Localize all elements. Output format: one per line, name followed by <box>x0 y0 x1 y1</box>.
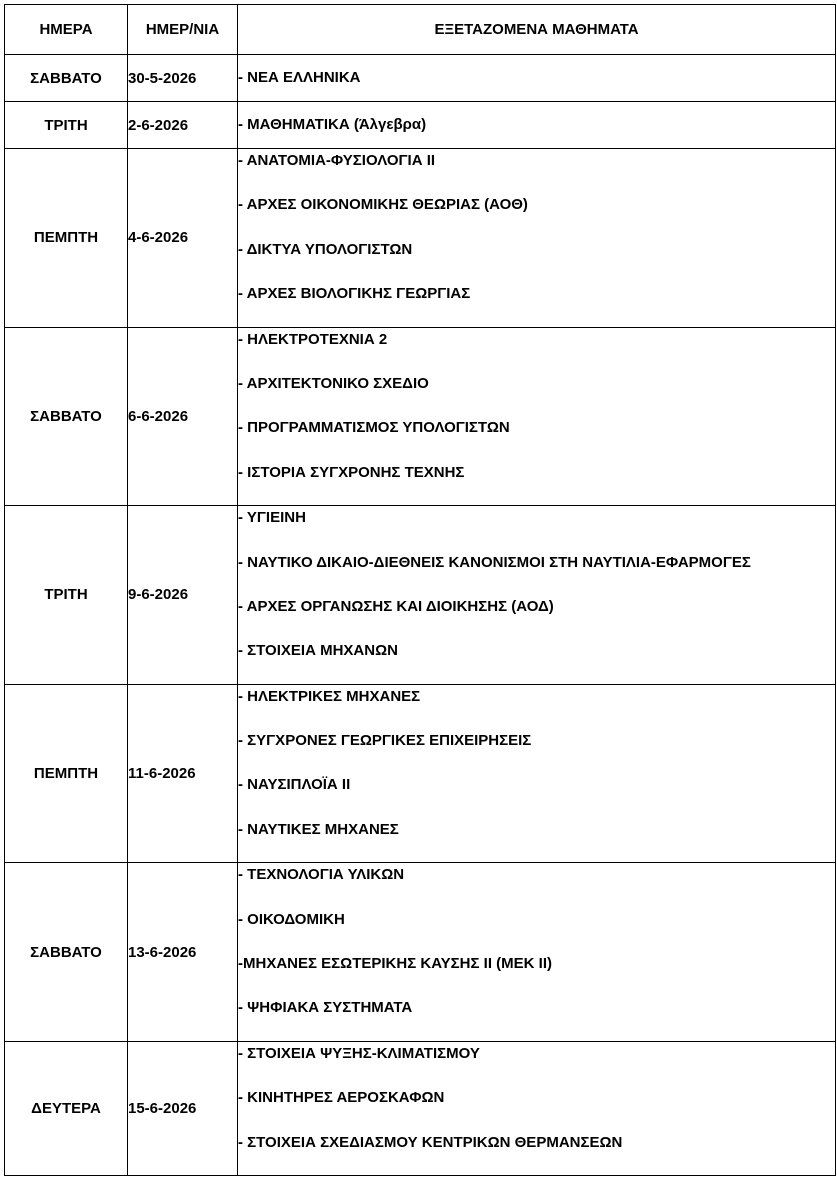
row-subjects <box>238 327 836 506</box>
row-date: 30-5-2026 <box>128 55 238 102</box>
subject-item: - ΑΡΧΕΣ ΒΙΟΛΟΓΙΚΗΣ ΓΕΩΡΓΙΑΣ <box>238 285 471 303</box>
row-subjects <box>238 1041 836 1175</box>
table-row <box>5 55 836 102</box>
subject-item: - ΑΡΧΕΣ ΟΡΓΑΝΩΣΗΣ ΚΑΙ ΔΙΟΙΚΗΣΗΣ (ΑΟΔ) <box>238 597 554 615</box>
subject-item: - ΟΙΚΟΔΟΜΙΚΗ <box>238 910 345 928</box>
subject-item: - ΣΤΟΙΧΕΙΑ ΨΥΞΗΣ-ΚΛΙΜΑΤΙΣΜΟΥ <box>238 1044 480 1062</box>
row-subjects <box>238 102 836 149</box>
row-day: ΣΑΒΒΑΤΟ <box>5 55 128 102</box>
row-day: ΔΕΥΤΕΡΑ <box>5 1041 128 1175</box>
subject-item: -ΜΗΧΑΝΕΣ ΕΣΩΤΕΡΙΚΗΣ ΚΑΥΣΗΣ ΙΙ (ΜΕΚ ΙΙ) <box>238 955 553 973</box>
row-day: ΤΡΙΤΗ <box>5 506 128 685</box>
subject-item: - ΤΕΧΝΟΛΟΓΙΑ ΥΛΙΚΩΝ <box>238 866 405 884</box>
subject-item: - ΑΝΑΤΟΜΙΑ-ΦΥΣΙΟΛΟΓΙΑ ΙΙ <box>238 152 436 169</box>
subject-item: - ΝΑΥΤΙΚΕΣ ΜΗΧΑΝΕΣ <box>238 820 399 838</box>
table-row <box>5 327 836 506</box>
subject-item: - ΔΙΚΤΥΑ ΥΠΟΛΟΓΙΣΤΩΝ <box>238 240 413 258</box>
table-row <box>5 684 836 863</box>
row-date: 6-6-2026 <box>128 327 238 506</box>
row-date: 15-6-2026 <box>128 1041 238 1175</box>
row-subjects <box>238 684 836 863</box>
subject-item: - ΣΤΟΙΧΕΙΑ ΣΧΕΔΙΑΣΜΟΥ ΚΕΝΤΡΙΚΩΝ ΘΕΡΜΑΝΣΕΩΝ <box>238 1133 623 1151</box>
subject-item: - ΗΛΕΚΤΡΙΚΕΣ ΜΗΧΑΝΕΣ <box>238 687 421 705</box>
row-date: 9-6-2026 <box>128 506 238 685</box>
subject-item: - ΜΑΘΗΜΑΤΙΚΑ (Άλγεβρα) <box>238 116 427 133</box>
header-row <box>5 5 836 55</box>
row-subjects <box>238 55 836 102</box>
header-day: ΗΜΕΡΑ <box>5 5 128 55</box>
row-day: ΤΡΙΤΗ <box>5 102 128 149</box>
table-row <box>5 102 836 149</box>
header-date: ΗΜΕΡ/ΝΙΑ <box>128 5 238 55</box>
subject-item: - ΣΤΟΙΧΕΙΑ ΜΗΧΑΝΩΝ <box>238 642 398 660</box>
table-row <box>5 863 836 1042</box>
subject-item: - ΥΓΙΕΙΝΗ <box>238 509 306 527</box>
row-subjects <box>238 863 836 1042</box>
table-row <box>5 1041 836 1175</box>
subject-item: - ΝΑΥΤΙΚΟ ΔΙΚΑΙΟ-ΔΙΕΘΝΕΙΣ ΚΑΝΟΝΙΣΜΟΙ ΣΤΗ ΝΑΥΤΙΛΙΑ-ΕΦΑΡΜΟΓΕΣ <box>238 553 751 571</box>
subject-item: - ΚΙΝΗΤΗΡΕΣ ΑΕΡΟΣΚΑΦΩΝ <box>238 1089 445 1107</box>
table-row <box>5 506 836 685</box>
header-subjects: ΕΞΕΤΑΖΟΜΕΝΑ ΜΑΘΗΜΑΤΑ <box>238 5 836 55</box>
row-date: 13-6-2026 <box>128 863 238 1042</box>
row-day: ΣΑΒΒΑΤΟ <box>5 327 128 506</box>
subject-item: - ΗΛΕΚΤΡΟΤΕΧΝΙΑ 2 <box>238 330 388 348</box>
exam-schedule-table <box>4 4 836 1176</box>
subject-item: - ΝΑΥΣΙΠΛΟΪΑ ΙΙ <box>238 776 351 794</box>
subject-item: - ΙΣΤΟΡΙΑ ΣΥΓΧΡΟΝΗΣ ΤΕΧΝΗΣ <box>238 463 465 481</box>
row-subjects <box>238 149 836 328</box>
subject-item: - ΑΡΧΙΤΕΚΤΟΝΙΚΟ ΣΧΕΔΙΟ <box>238 374 429 392</box>
row-day: ΣΑΒΒΑΤΟ <box>5 863 128 1042</box>
table-row <box>5 149 836 328</box>
row-day: ΠΕΜΠΤΗ <box>5 684 128 863</box>
row-date: 2-6-2026 <box>128 102 238 149</box>
subject-item: - ΑΡΧΕΣ ΟΙΚΟΝΟΜΙΚΗΣ ΘΕΩΡΙΑΣ (ΑΟΘ) <box>238 196 528 214</box>
row-subjects <box>238 506 836 685</box>
subject-item: - ΣΥΓΧΡΟΝΕΣ ΓΕΩΡΓΙΚΕΣ ΕΠΙΧΕΙΡΗΣΕΙΣ <box>238 732 532 750</box>
row-day: ΠΕΜΠΤΗ <box>5 149 128 328</box>
subject-item: - ΝΕΑ ΕΛΛΗΝΙΚΑ <box>238 69 361 86</box>
row-date: 11-6-2026 <box>128 684 238 863</box>
subject-item: - ΨΗΦΙΑΚΑ ΣΥΣΤΗΜΑΤΑ <box>238 999 413 1017</box>
subject-item: - ΠΡΟΓΡΑΜΜΑΤΙΣΜΟΣ ΥΠΟΛΟΓΙΣΤΩΝ <box>238 419 510 437</box>
row-date: 4-6-2026 <box>128 149 238 328</box>
